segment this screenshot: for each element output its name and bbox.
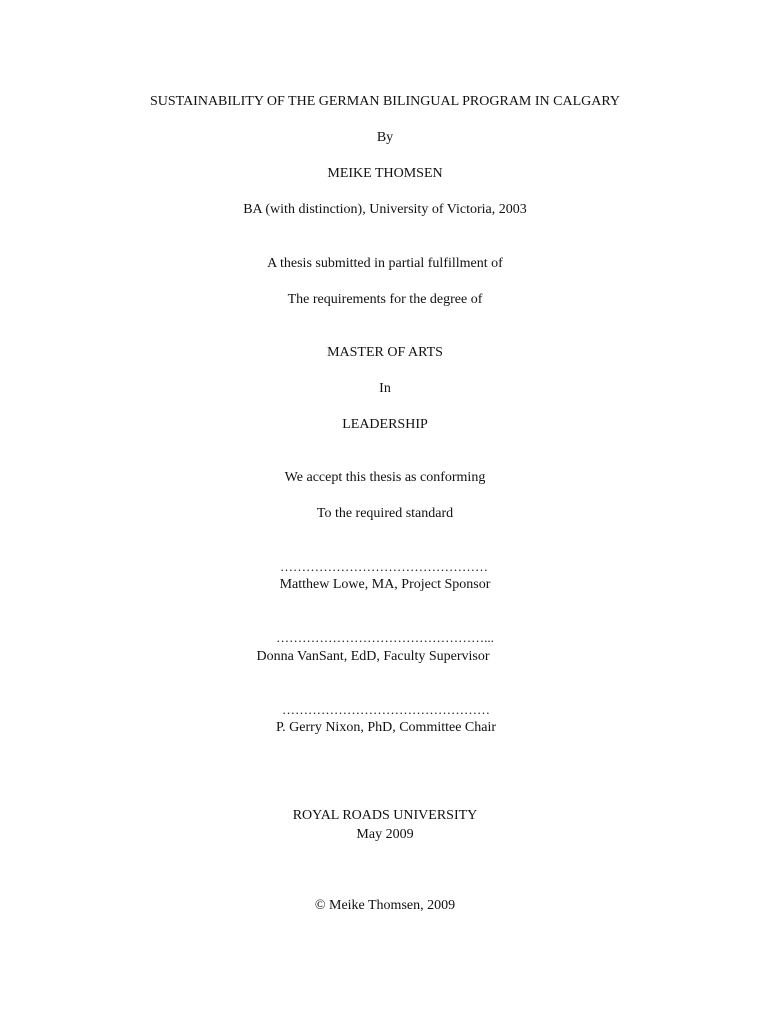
signature-line: ………………………………………… <box>280 559 488 574</box>
copyright-notice: © Meike Thomsen, 2009 <box>314 898 456 913</box>
by-label: By <box>376 130 394 145</box>
signatory-name: P. Gerry Nixon, PhD, Committee Chair <box>275 720 497 735</box>
acceptance-statement-line2: To the required standard <box>316 506 454 521</box>
in-label: In <box>379 381 391 396</box>
signature-line: …………………………………………... <box>276 630 494 645</box>
signatory-name: Matthew Lowe, MA, Project Sponsor <box>279 577 491 592</box>
submission-statement-line2: The requirements for the degree of <box>287 292 483 307</box>
signatory-name: Donna VanSant, EdD, Faculty Supervisor <box>256 649 490 664</box>
acceptance-statement-line1: We accept this thesis as conforming <box>284 470 486 485</box>
degree-field: LEADERSHIP <box>342 417 428 432</box>
signature-line: ………………………………………… <box>282 702 490 717</box>
previous-degree: BA (with distinction), University of Victoria, 2003 <box>243 202 527 217</box>
submission-statement-line1: A thesis submitted in partial fulfillment of <box>267 256 503 271</box>
submission-date: May 2009 <box>356 827 414 842</box>
thesis-title: SUSTAINABILITY OF THE GERMAN BILINGUAL PROGRAM IN CALGARY <box>149 94 621 109</box>
university-name: ROYAL ROADS UNIVERSITY <box>292 808 478 823</box>
author-name: MEIKE THOMSEN <box>327 166 443 181</box>
degree-name: MASTER OF ARTS <box>327 345 443 360</box>
